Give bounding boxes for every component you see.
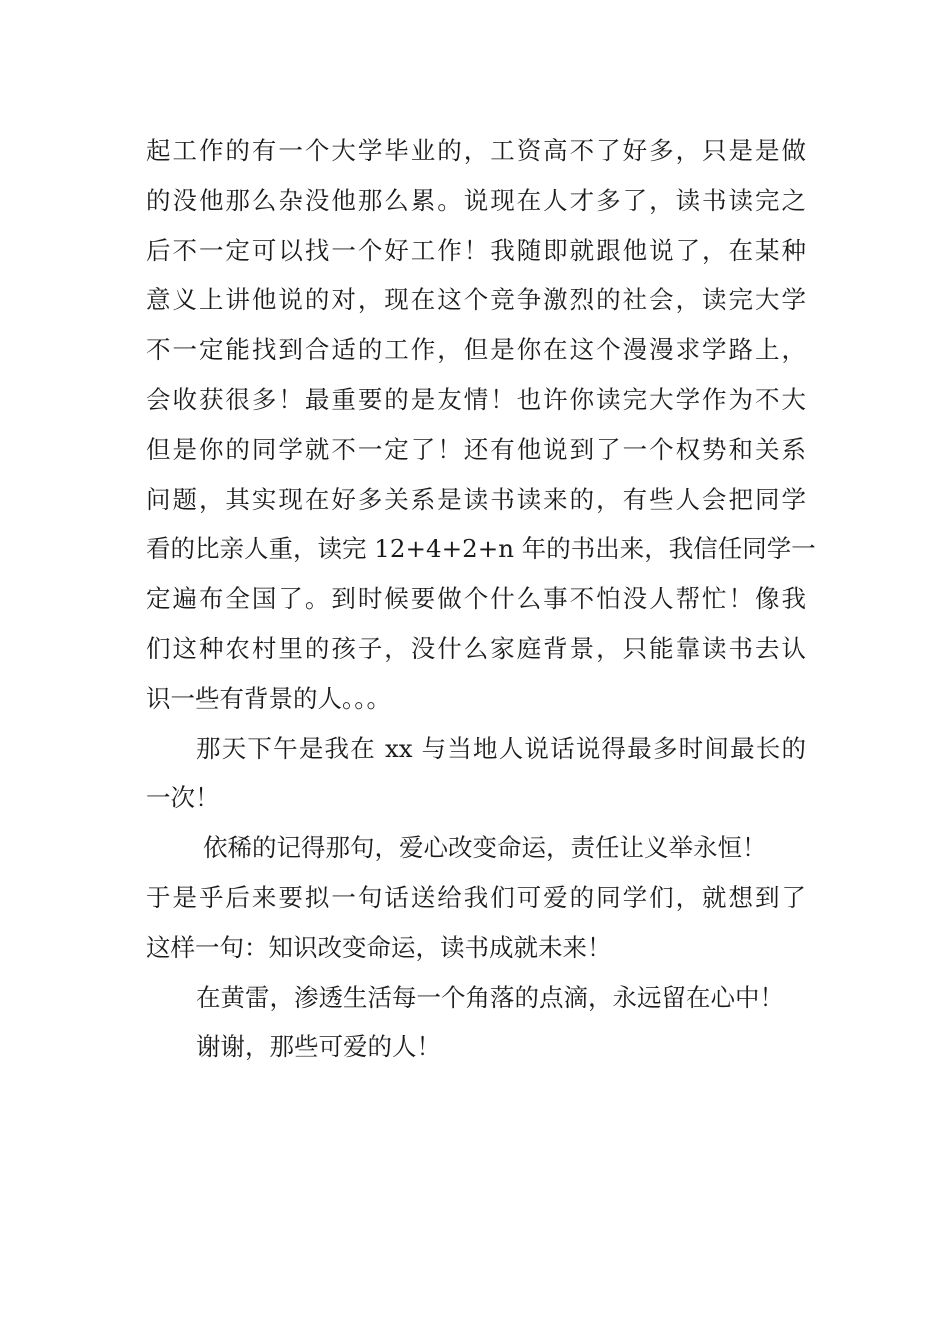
- text-line: 一次！: [146, 783, 220, 813]
- text-line: 在黄雷，渗透生活每一个角落的点滴，永远留在心中！: [196, 982, 784, 1012]
- paragraph-2: [146, 724, 806, 824]
- text-line: 后不一定可以找一个好工作！我随即就跟他说了，在某种: [146, 235, 806, 265]
- document-body: [146, 126, 816, 1072]
- text-line: 这样一句：知识改变命运，读书成就未来！: [146, 932, 612, 962]
- text-line: 们这种农村里的孩子，没什么家庭背景，只能靠读书去认: [146, 633, 806, 663]
- text-line: 意义上讲他说的对，现在这个竞争激烈的社会，读完大学: [146, 285, 806, 315]
- text-line: 于是乎后来要拟一句话送给我们可爱的同学们，就想到了: [146, 882, 806, 912]
- text-line: 依稀的记得那句，爱心改变命运，责任让义举永恒！: [203, 833, 767, 863]
- paragraph-5: [146, 1022, 806, 1072]
- text-line: 但是你的同学就不一定了！还有他说到了一个权势和关系: [146, 434, 806, 464]
- text-line: 会收获很多！最重要的是友情！也许你读完大学作为不大: [146, 384, 806, 414]
- text-line: 起工作的有一个大学毕业的，工资高不了好多，只是是做: [146, 136, 806, 165]
- text-line: 谢谢，那些可爱的人！: [196, 1032, 441, 1062]
- text-line: 不一定能找到合适的工作，但是你在这个漫漫求学路上，: [146, 335, 806, 365]
- text-line: 定遍布全国了。到时候要做个什么事不怕没人帮忙！像我: [146, 584, 806, 614]
- paragraph-1: [146, 126, 816, 724]
- text-line: 识一些有背景的人。。。: [146, 683, 391, 713]
- text-line: 问题，其实现在好多关系是读书读来的，有些人会把同学: [146, 484, 806, 514]
- text-line: 的没他那么杂没他那么累。说现在人才多了，读书读完之: [146, 185, 806, 215]
- paragraph-3: [146, 823, 806, 972]
- paragraph-4: [146, 973, 806, 1023]
- text-line: 那天下午是我在 xx 与当地人说话说得最多时间最长的: [196, 733, 806, 763]
- text-line: 看的比亲人重，读完 12+4+2+n 年的书出来，我信任同学一: [146, 534, 816, 564]
